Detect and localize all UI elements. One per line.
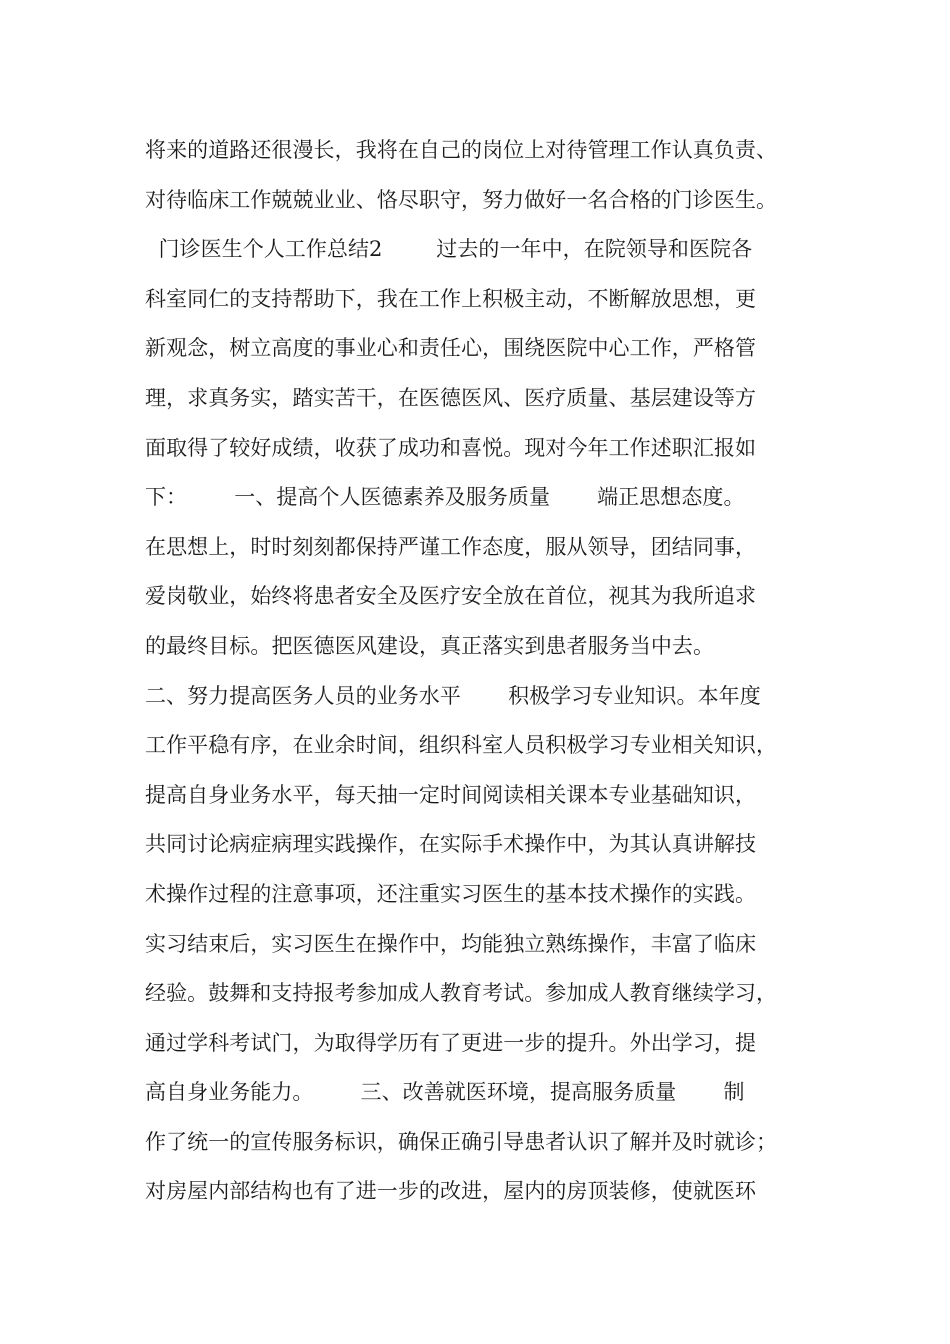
text-line: 将来的道路还很漫长，我将在自己的岗位上对待管理工作认真负责、: [145, 138, 778, 162]
text-line: 门诊医生个人工作总结2 过去的一年中，在院领导和医院各: [145, 237, 753, 262]
text-line: 通过学科考试门，为取得学历有了更进一步的提升。外出学习，提: [145, 1030, 757, 1055]
text-line: 对待临床工作兢兢业业、恪尽职守，努力做好一名合格的门诊医生。: [145, 187, 778, 212]
text-line: 术操作过程的注意事项，还注重实习医生的基本技术操作的实践。: [145, 881, 757, 906]
text-line: 面取得了较好成绩，收获了成功和喜悦。现对今年工作述职汇报如: [145, 435, 757, 460]
text-line: 在思想上，时时刻刻都保持严谨工作态度，服从领导，团结同事，: [145, 534, 757, 559]
text-line: 新观念，树立高度的事业心和责任心，围绕医院中心工作，严格管: [145, 336, 757, 361]
text-line: 高自身业务能力。 三、改善就医环境，提高服务质量 制: [145, 1080, 745, 1105]
text-line: 对房屋内部结构也有了进一步的改进，屋内的房顶装修，使就医环: [145, 1179, 757, 1204]
text-line: 下： 一、提高个人医德素养及服务质量 端正思想态度。: [145, 485, 745, 510]
text-line: 的最终目标。把医德医风建设，真正落实到患者服务当中去。: [145, 633, 715, 658]
text-line: 科室同仁的支持帮助下，我在工作上积极主动，不断解放思想，更: [145, 286, 757, 311]
text-line: 作了统一的宣传服务标识，确保正确引导患者认识了解并及时就诊；: [145, 1129, 778, 1154]
document-body: [145, 126, 825, 1217]
text-line: 经验。鼓舞和支持报考参加成人教育考试。参加成人教育继续学习，: [145, 981, 778, 1006]
text-line: 二、努力提高医务人员的业务水平 积极学习专业知识。本年度: [145, 683, 761, 708]
text-line: 工作平稳有序，在业余时间，组织科室人员积极学习专业相关知识，: [145, 733, 778, 758]
text-line: 实习结束后，实习医生在操作中，均能独立熟练操作，丰富了临床: [145, 931, 757, 956]
text-line: 爱岗敬业，始终将患者安全及医疗安全放在首位，视其为我所追求: [145, 584, 757, 609]
text-line: 共同讨论病症病理实践操作，在实际手术操作中，为其认真讲解技: [145, 832, 757, 857]
text-line: 提高自身业务水平，每天抽一定时间阅读相关课本专业基础知识，: [145, 782, 757, 807]
text-line: 理，求真务实，踏实苦干，在医德医风、医疗质量、基层建设等方: [145, 385, 757, 410]
